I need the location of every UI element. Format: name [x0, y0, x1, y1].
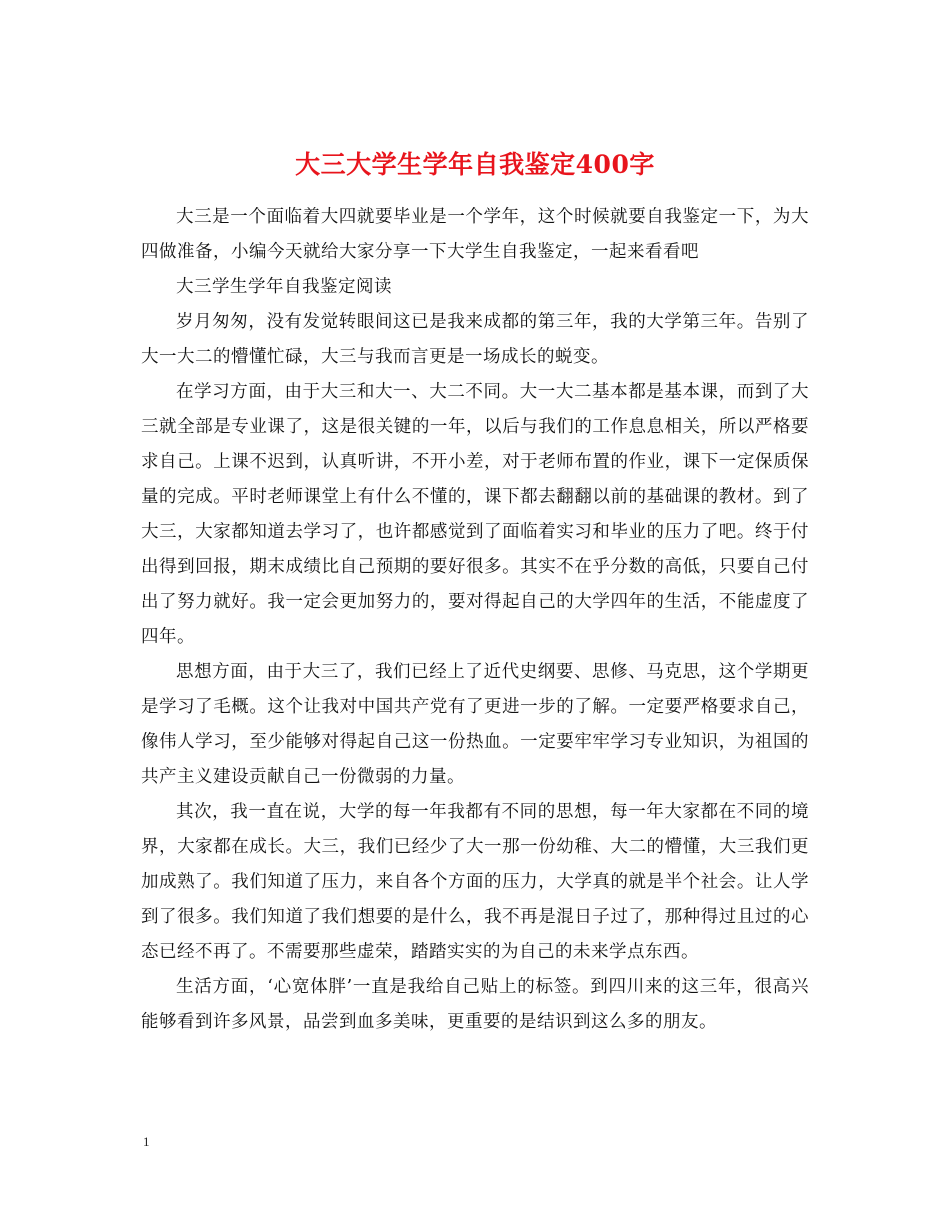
body-paragraph: 岁月匆匆，没有发觉转眼间这已是我来成都的第三年，我的大学第三年。告别了大一大二的懵懂忙碌，大三与我而言更是一场成长的蜕变。 — [141, 312, 809, 367]
page-number: 1 — [143, 1134, 150, 1149]
document-body — [141, 200, 809, 1040]
section-heading: 大三学生学年自我鉴定阅读 — [176, 277, 392, 297]
body-paragraph: 在学习方面，由于大三和大一、大二不同。大一大二基本都是基本课，而到了大三就全部是专业课了，这是很关键的一年，以后与我们的工作息息相关，所以严格要求自己。上课不迟到，认真听讲，不开小差，对于老师布置的作业，课下一定保质保量的完成。平时老师课堂上有什么不懂的，课下都去翻翻以前的基础课的教材。到了大三，大家都知道去学习了，也许都感觉到了面临着实习和毕业的压力了吧。终于付出得到回报，期末成绩比自己预期的要好很多。其实不在乎分数的高低，只要自己付出了努力就好。我一定会更加努力的，要对得起自己的大学四年的生活，不能虚度了四年。 — [141, 382, 809, 647]
document-title: 大三大学生学年自我鉴定400字 — [295, 149, 655, 179]
body-paragraph: 思想方面，由于大三了，我们已经上了近代史纲要、思修、马克思，这个学期更是学习了毛概。这个让我对中国共产党有了更进一步的了解。一定要严格要求自己，像伟人学习，至少能够对得起自己这一份热血。一定要牢牢学习专业知识，为祖国的共产主义建设贡献自己一份微弱的力量。 — [141, 662, 809, 787]
body-paragraph: 其次，我一直在说，大学的每一年我都有不同的思想，每一年大家都在不同的境界，大家都在成长。大三，我们已经少了大一那一份幼稚、大二的懵懂，大三我们更加成熟了。我们知道了压力，来自各个方面的压力，大学真的就是半个社会。让人学到了很多。我们知道了我们想要的是什么，我不再是混日子过了，那种得过且过的心态已经不再了。不需要那些虚荣，踏踏实实的为自己的未来学点东西。 — [141, 802, 809, 962]
intro-paragraph: 大三是一个面临着大四就要毕业是一个学年，这个时候就要自我鉴定一下，为大四做准备，小编今天就给大家分享一下大学生自我鉴定，一起来看看吧 — [141, 207, 809, 262]
body-paragraph: 生活方面，‘心宽体胖’一直是我给自己贴上的标签。到四川来的这三年，很高兴能够看到许多风景，品尝到血多美味，更重要的是结识到这么多的朋友。 — [141, 977, 809, 1032]
